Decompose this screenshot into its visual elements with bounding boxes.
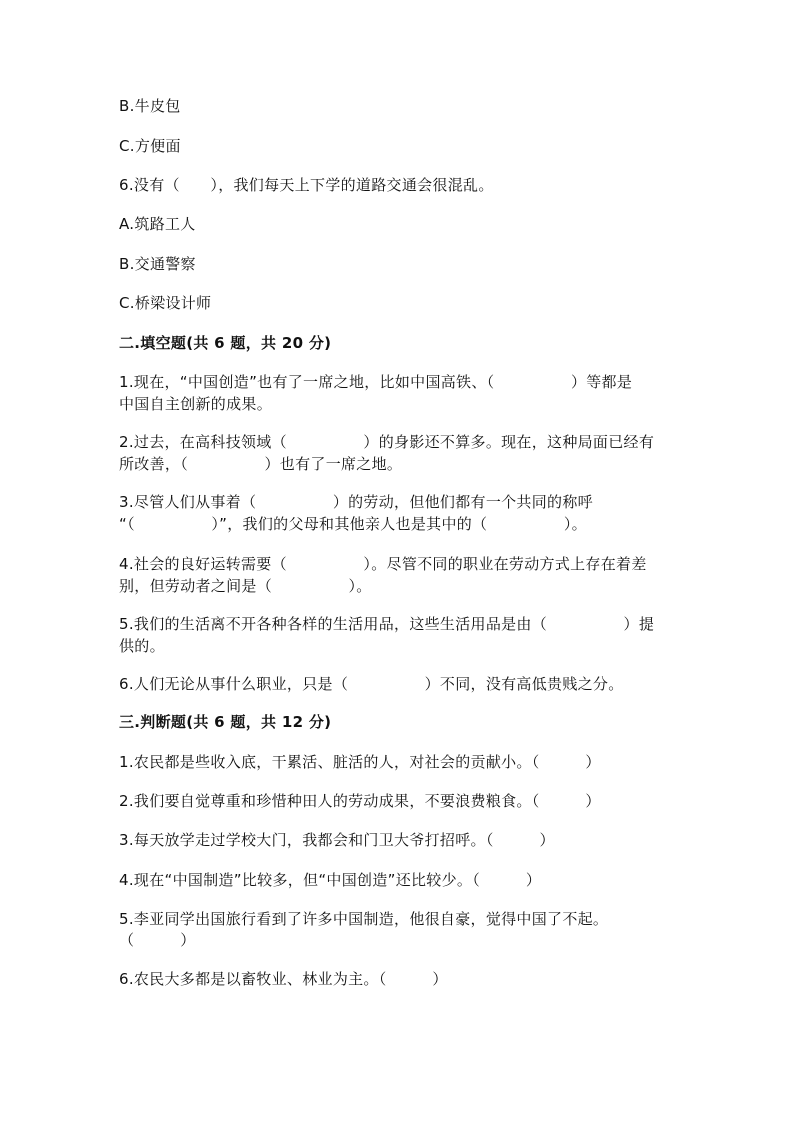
- fill-blank-1-line-1: 1.现在，“中国创造”也有了一席之地，比如中国高铁、（ ）等都是: [119, 373, 633, 391]
- question-6-stem: 6.没有（ ），我们每天上下学的道路交通会很混乱。: [119, 176, 494, 194]
- true-false-5-line-1: 5.李亚同学出国旅行看到了许多中国制造，他很自豪，觉得中国了不起。: [119, 910, 609, 928]
- option-c-q5: C.方便面: [119, 137, 181, 155]
- fill-blank-3-line-2: “（ ）”，我们的父母和其他亲人也是其中的（ ）。: [119, 515, 587, 533]
- fill-blank-2-line-1: 2.过去，在高科技领域（ ）的身影还不算多。现在，这种局面已经有: [119, 433, 655, 451]
- fill-blank-5-line-1: 5.我们的生活离不开各种各样的生活用品，这些生活用品是由（ ）提: [119, 615, 655, 633]
- true-false-1: 1.农民都是些收入底，干累活、脏活的人，对社会的贡献小。（ ）: [119, 753, 601, 771]
- fill-blank-4-line-2: 别，但劳动者之间是（ ）。: [119, 577, 372, 595]
- option-c-q6: C.桥梁设计师: [119, 294, 212, 312]
- fill-blank-5-line-2: 供的。: [119, 637, 165, 655]
- option-b-q5: B.牛皮包: [119, 97, 181, 115]
- true-false-2: 2.我们要自觉尊重和珍惜种田人的劳动成果，不要浪费粮食。（ ）: [119, 792, 601, 810]
- fill-blank-2-line-2: 所改善，（ ）也有了一席之地。: [119, 455, 403, 473]
- true-false-4: 4.现在“中国制造”比较多，但“中国创造”还比较少。（ ）: [119, 871, 542, 889]
- true-false-3: 3.每天放学走过学校大门，我都会和门卫大爷打招呼。（ ）: [119, 831, 555, 849]
- section-heading-true-false: 三.判断题(共 6 题，共 12 分): [119, 713, 332, 731]
- section-heading-fill-blank: 二.填空题(共 6 题，共 20 分): [119, 334, 332, 352]
- true-false-6: 6.农民大多都是以畜牧业、林业为主。（ ）: [119, 970, 448, 988]
- option-b-q6: B.交通警察: [119, 255, 196, 273]
- fill-blank-6: 6.人们无论从事什么职业，只是（ ）不同，没有高低贵贱之分。: [119, 675, 624, 693]
- fill-blank-1-line-2: 中国自主创新的成果。: [119, 395, 273, 413]
- option-a-q6: A.筑路工人: [119, 215, 196, 233]
- fill-blank-4-line-1: 4.社会的良好运转需要（ ）。尽管不同的职业在劳动方式上存在着差: [119, 555, 647, 573]
- true-false-5-line-2: （ ）: [119, 931, 196, 949]
- fill-blank-3-line-1: 3.尽管人们从事着（ ）的劳动，但他们都有一个共同的称呼: [119, 493, 593, 511]
